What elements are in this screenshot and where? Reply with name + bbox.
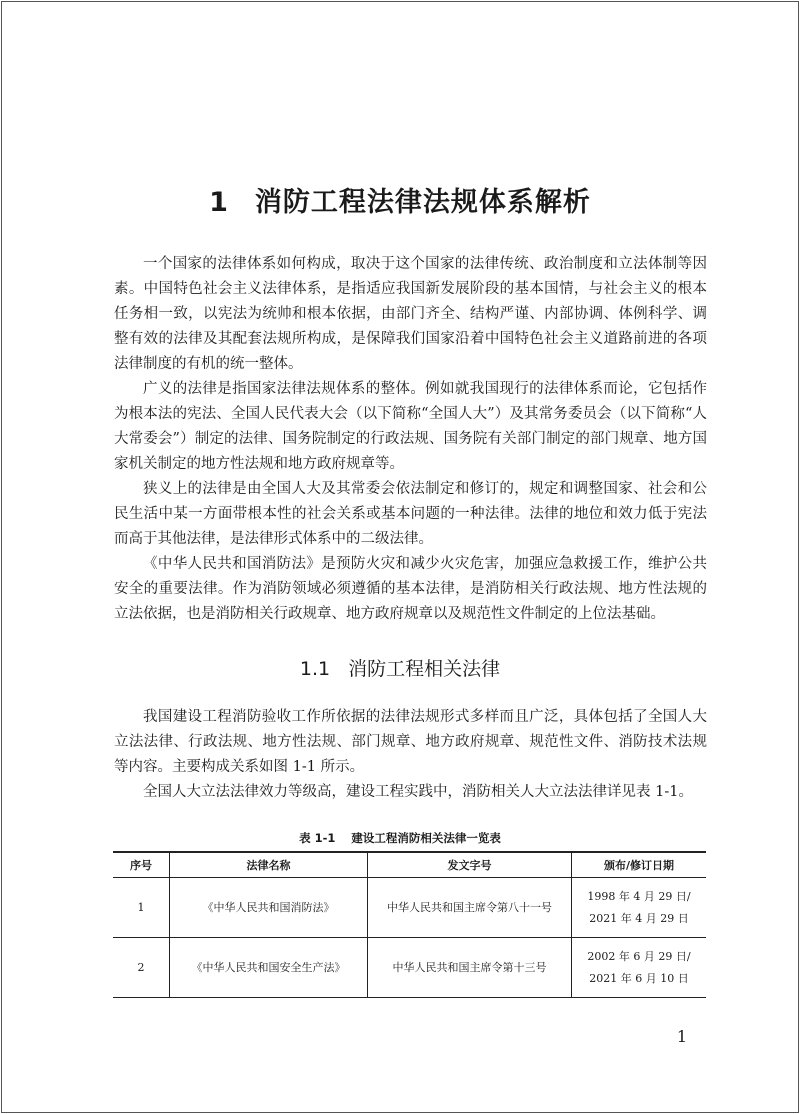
header-date: 颁布/修订日期	[572, 852, 707, 878]
paragraph: 我国建设工程消防验收工作所依据的法律法规形式多样而且广泛，具体包括了全国人大立法法律、行政法规、地方性法规、部门规章、地方政府规章、规范性文件、消防技术法规等内容。主要构成关系如图 1-1 所示。	[114, 709, 707, 775]
table-caption-title: 建设工程消防相关法律一览表	[351, 831, 501, 845]
section-number: 1.1	[299, 658, 331, 680]
cell-date	[572, 938, 707, 998]
cell-doc-number: 中华人民共和国主席令第八十一号	[368, 878, 572, 938]
date-revised: 2021 年 6 月 10 日	[589, 971, 689, 985]
laws-table	[113, 851, 706, 998]
table-caption	[2, 830, 798, 846]
paragraph: 《中华人民共和国消防法》是预防火灾和减少火灾危害，加强应急救援工作，维护公共安全的重要法律。作为消防领域必须遵循的基本法律，是消防相关行政法规、地方性法规的立法依据，也是消防相关行政规章、地方政府规章以及规范性文件制定的上位法基础。	[114, 556, 707, 622]
cell-date	[572, 878, 707, 938]
section-title-text: 消防工程相关法律	[348, 658, 501, 680]
table-row	[113, 938, 706, 998]
date-revised: 2021 年 4 月 29 日	[589, 911, 689, 925]
header-name: 法律名称	[170, 852, 368, 878]
section-title	[2, 654, 798, 681]
cell-law-name: 《中华人民共和国安全生产法》	[170, 938, 368, 998]
header-no: 序号	[113, 852, 170, 878]
cell-doc-number: 中华人民共和国主席令第十三号	[368, 938, 572, 998]
page-number: 1	[676, 1027, 687, 1046]
paragraph: 广义的法律是指国家法律法规体系的整体。例如就我国现行的法律体系而论，它包括作为根本法的宪法、全国人民代表大会（以下简称“全国人大”）及其常务委员会（以下简称“人大常委会”）制定的法律、国务院制定的行政法规、国务院有关部门制定的部门规章、地方国家机关制定的地方性法规和地方政府规章等。	[114, 381, 707, 472]
header-doc-number: 发文字号	[368, 852, 572, 878]
table-caption-number: 表 1-1	[299, 831, 336, 845]
table-row	[113, 878, 706, 938]
paragraph: 全国人大立法法律效力等级高，建设工程实践中，消防相关人大立法法律详见表 1-1。	[143, 784, 693, 800]
intro-text	[114, 252, 707, 627]
chapter-number: 1	[209, 187, 229, 218]
date-promulgated: 1998 年 4 月 29 日/	[587, 889, 691, 903]
chapter-title-text: 消防工程法律法规体系解析	[254, 187, 591, 218]
cell-law-name: 《中华人民共和国消防法》	[170, 878, 368, 938]
table-header-row	[113, 852, 706, 878]
document-page	[1, 1, 799, 1113]
date-promulgated: 2002 年 6 月 29 日/	[587, 949, 691, 963]
cell-no: 1	[113, 878, 170, 938]
paragraph: 一个国家的法律体系如何构成，取决于这个国家的法律传统、政治制度和立法体制等因素。中国特色社会主义法律体系，是指适应我国新发展阶段的基本国情，与社会主义的根本任务相一致，以宪法为统帅和根本依据，由部门齐全、结构严谨、内部协调、体例科学、调整有效的法律及其配套法规所构成，是保障我们国家沿着中国特色社会主义道路前进的各项法律制度的有机的统一整体。	[114, 256, 707, 372]
chapter-title	[2, 180, 798, 219]
cell-no: 2	[113, 938, 170, 998]
paragraph: 狭义上的法律是由全国人大及其常委会依法制定和修订的，规定和调整国家、社会和公民生活中某一方面带根本性的社会关系或基本问题的一种法律。法律的地位和效力低于宪法而高于其他法律，是法律形式体系中的二级法律。	[114, 481, 707, 547]
section-text	[114, 705, 707, 805]
